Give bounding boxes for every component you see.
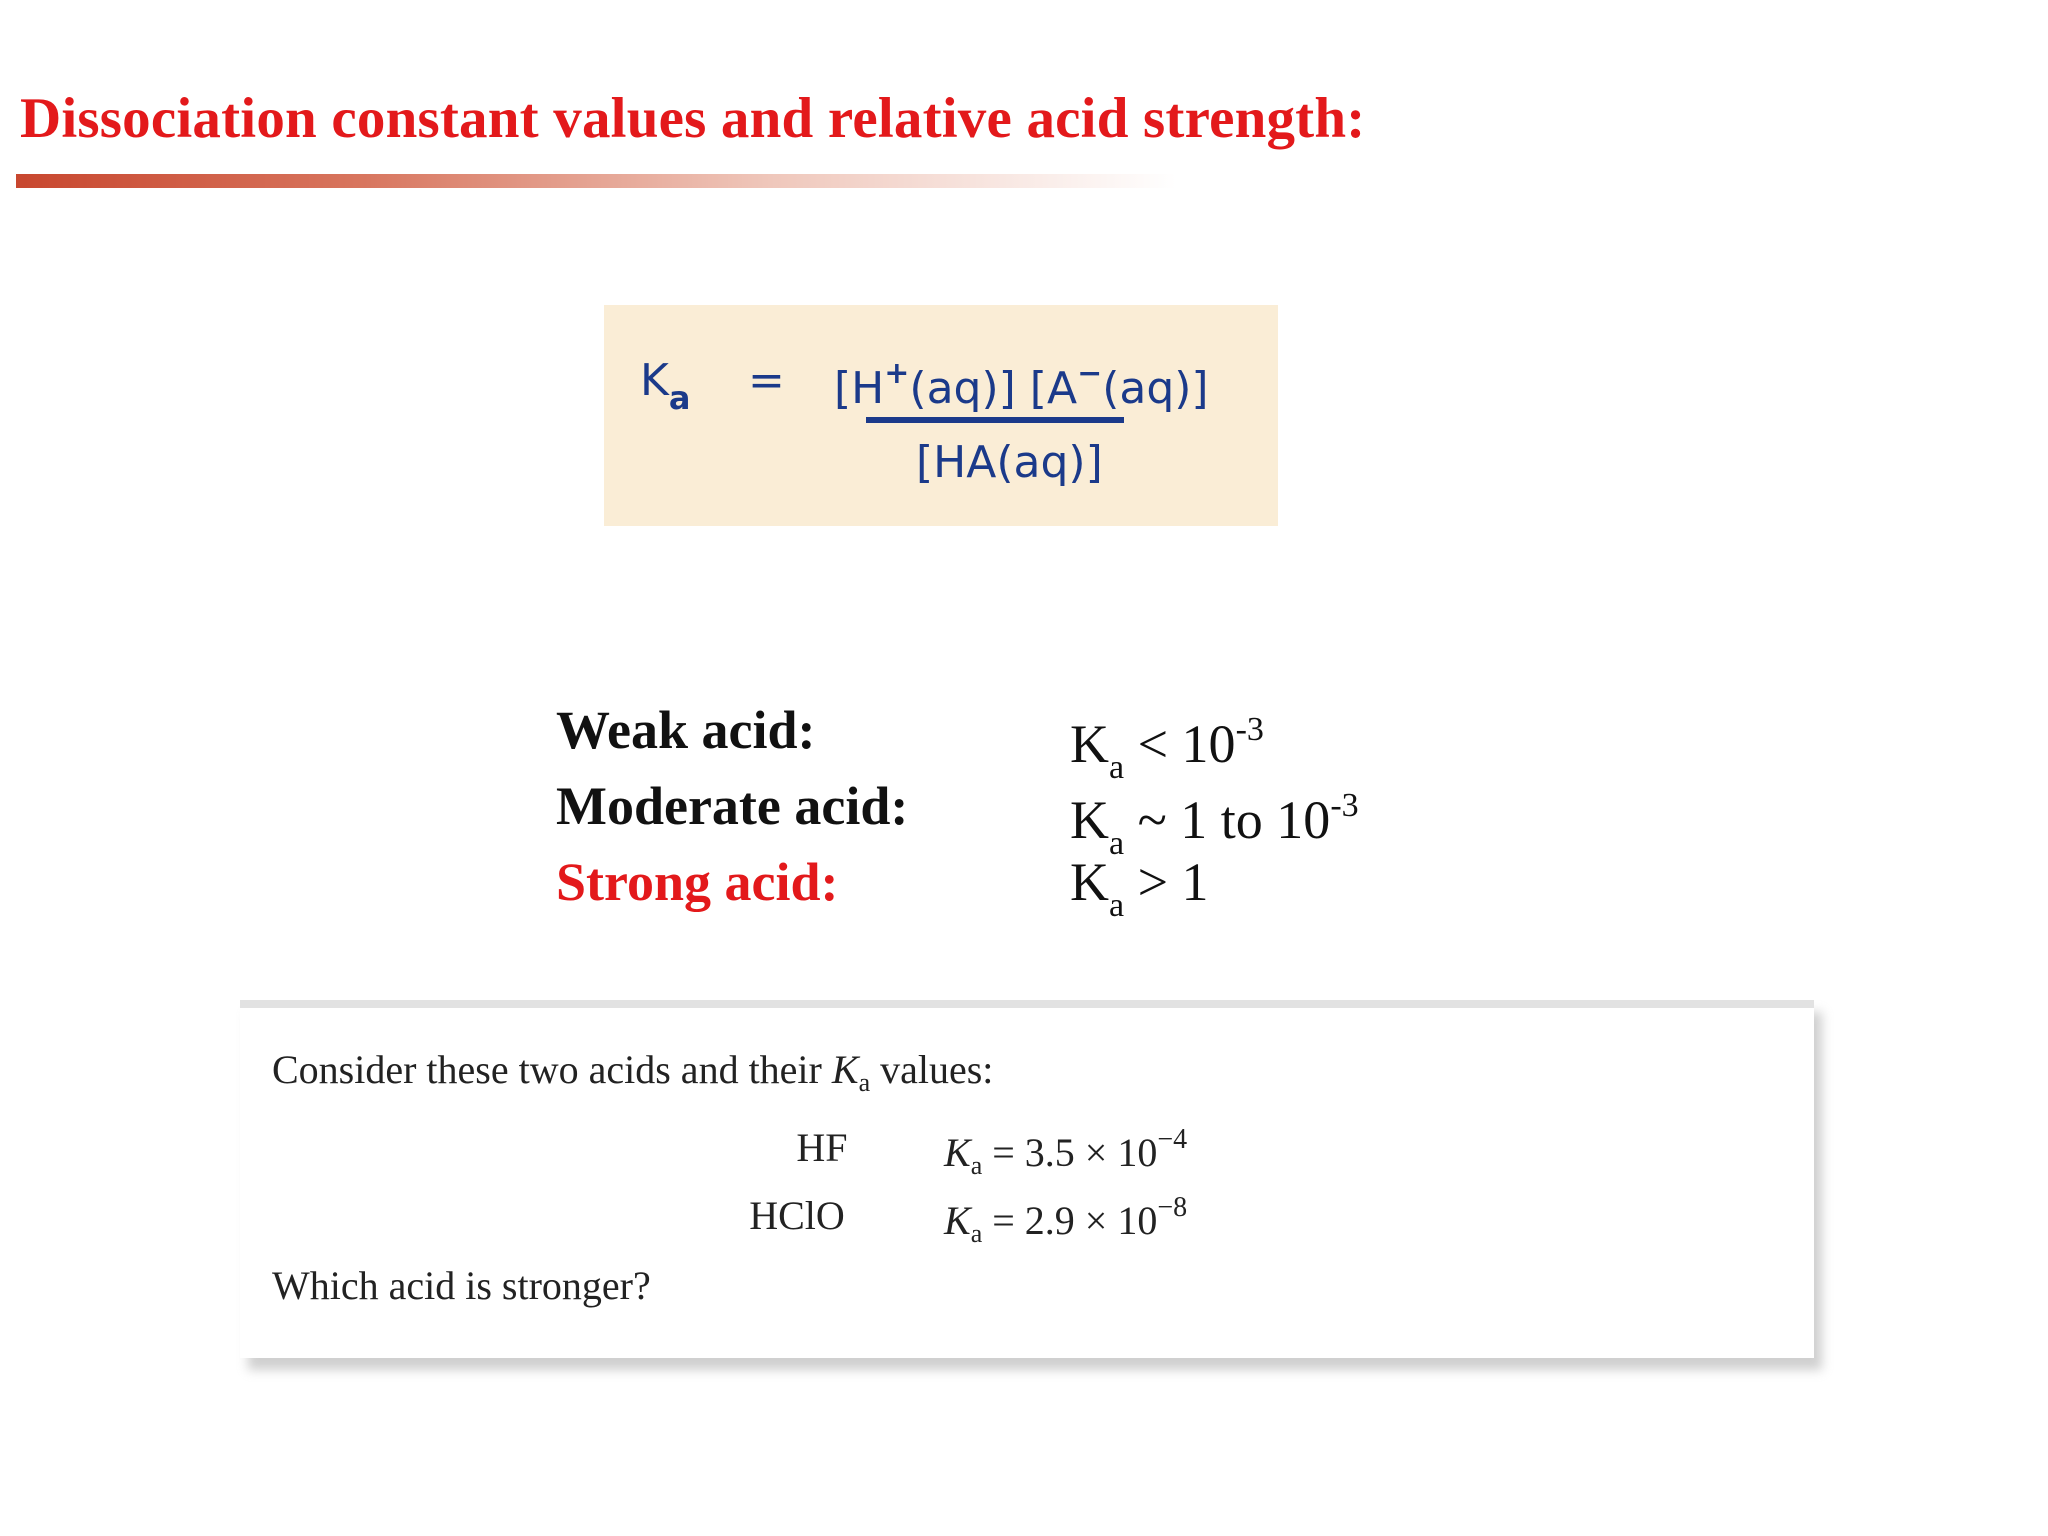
title-underline [16, 174, 1176, 188]
slide-title: Dissociation constant values and relative acid strength: [20, 87, 1366, 150]
formula-numerator: [H+(aq)] [A−(aq)] [834, 356, 1209, 414]
formula-ka-symbol: $K_a$ [640, 355, 691, 417]
acid-name-hclo: HClO [749, 1193, 845, 1238]
ka-formula-box [604, 305, 1278, 526]
question-intro: Consider these two acids and their $K_a$ values: [272, 1047, 994, 1097]
question-prompt: Which acid is stronger? [272, 1263, 651, 1308]
acid-ka-hclo: $K_a = 2.9 \times 10^{-8}$ [944, 1192, 1188, 1248]
strength-label-weak: Weak acid: [556, 700, 816, 760]
acid-ka-hf: $K_a = 3.5 \times 10^{-4}$ [944, 1124, 1188, 1180]
acid-name-hf: HF [796, 1125, 848, 1170]
formula-equals-sign: = [748, 355, 785, 406]
formula-fraction-bar [866, 417, 1124, 423]
formula-denominator: [HA(aq)] [916, 437, 1103, 488]
strength-condition-strong: $K_a > 1$ [1070, 852, 1209, 924]
strength-label-strong: Strong acid: [556, 852, 839, 912]
strength-condition-moderate: $K_a$ ~ 1 to $10^{-3}$ [1070, 787, 1359, 862]
example-question-box [240, 1000, 1814, 1358]
strength-label-moderate: Moderate acid: [556, 776, 909, 836]
strength-condition-weak: $K_a < 10^{-3}$ [1070, 711, 1264, 786]
